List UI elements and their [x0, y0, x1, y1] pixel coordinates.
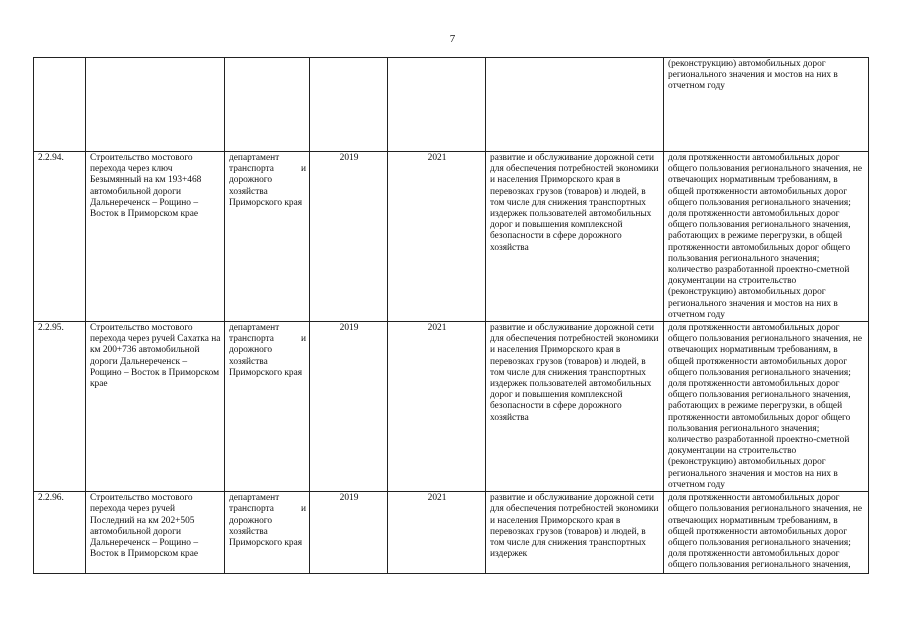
cell-goal: развитие и обслуживание дорожной сети для обеспечения потребностей экономики и населения Приморского края в перевозках грузов (товаров) и людей, в том числе для снижения транспортных издержек [486, 492, 664, 574]
cell-code: 2.2.95. [34, 322, 86, 492]
responsible-line: дорожного хозяйства Приморского края [229, 515, 303, 548]
responsible-line: департамент [229, 493, 280, 504]
cell-responsible [225, 322, 310, 492]
cell-end-year: 2021 [388, 152, 486, 322]
cell-start-year: 2019 [310, 492, 388, 574]
cell-name: Строительство мостового перехода через ручей Сахатка на км 200+736 автомобильной дороги Дальнереченск – Рощино – Восток в Приморском крае [86, 322, 225, 492]
table-row-continuation [34, 58, 869, 152]
responsible-word: транспорта [229, 334, 274, 345]
table-row [34, 322, 869, 492]
responsible-word: транспорта [229, 164, 274, 175]
responsible-line [229, 334, 306, 345]
cell-code: 2.2.94. [34, 152, 86, 322]
cell-goal: развитие и обслуживание дорожной сети для обеспечения потребностей экономики и населения Приморского края в перевозках грузов (товаров) и людей, в том числе для снижения транспортных издержек пользователей автомобильных дорог и повышения комплексной безопасности в сфере дорожного хозяйства [486, 322, 664, 492]
table-row [34, 152, 869, 322]
cell-name [86, 58, 225, 152]
cell-start-year: 2019 [310, 322, 388, 492]
cell-goal: развитие и обслуживание дорожной сети для обеспечения потребностей экономики и населения Приморского края в перевозках грузов (товаров) и людей, в том числе для снижения транспортных издержек пользователей автомобильных дорог и повышения комплексной безопасности в сфере дорожного хозяйства [486, 152, 664, 322]
responsible-line: департамент [229, 153, 280, 163]
cell-indicators: доля протяженности автомобильных дорог общего пользования регионального значения, не отвечающих нормативным требованиям, в общей протяженности автомобильных дорог общего пользования регионального значения; доля протяженности автомобильных дорог общего пользования регионального значения, [664, 492, 869, 574]
cell-name: Строительство мостового перехода через ключ Безымянный на км 193+468 автомобильной дороги Дальнереченск – Рощино – Восток в Приморском крае [86, 152, 225, 322]
responsible-line: дорожного хозяйства Приморского края [229, 345, 303, 378]
cell-goal [486, 58, 664, 152]
cell-responsible [225, 152, 310, 322]
page-number: 7 [449, 33, 456, 45]
cell-code: 2.2.96. [34, 492, 86, 574]
cell-end-year: 2021 [388, 492, 486, 574]
cell-end-year: 2021 [388, 322, 486, 492]
cell-responsible [225, 58, 310, 152]
cell-start-year: 2019 [310, 152, 388, 322]
cell-name: Строительство мостового перехода через ручей Последний на км 202+505 автомобильной дороги Дальнереченск – Рощино – Восток в Приморском крае [86, 492, 225, 574]
responsible-line: департамент [229, 323, 280, 334]
responsible-word: и [300, 164, 306, 175]
responsible-word: и [300, 334, 306, 345]
cell-end-year [388, 58, 486, 152]
responsible-line [229, 164, 306, 175]
cell-start-year [310, 58, 388, 152]
responsible-line [229, 504, 306, 515]
program-measures-table [33, 57, 869, 574]
responsible-word: транспорта [229, 504, 274, 515]
cell-indicators: доля протяженности автомобильных дорог общего пользования регионального значения, не отвечающих нормативным требованиям, в общей протяженности автомобильных дорог общего пользования регионального значения; доля протяженности автомобильных дорог общего пользования регионального значения, работающих в режиме перегрузки, в общей протяженности автомобильных дорог общего пользования регионального значения; количество разработанной проектно-сметной документации на строительство (реконструкцию) автомобильных дорог регионального значения и мостов на них в отчетном году [664, 152, 869, 322]
responsible-line: дорожного хозяйства Приморского края [229, 175, 303, 208]
cell-responsible [225, 492, 310, 574]
cell-indicators: (реконструкцию) автомобильных дорог регионального значения и мостов на них в отчетном году [664, 58, 869, 152]
cell-code [34, 58, 86, 152]
table-row [34, 492, 869, 574]
cell-indicators: доля протяженности автомобильных дорог общего пользования регионального значения, не отвечающих нормативным требованиям, в общей протяженности автомобильных дорог общего пользования регионального значения; доля протяженности автомобильных дорог общего пользования регионального значения, работающих в режиме перегрузки, в общей протяженности автомобильных дорог общего пользования регионального значения; количество разработанной проектно-сметной документации на строительство (реконструкцию) автомобильных дорог регионального значения и мостов на них в отчетном году [664, 322, 869, 492]
responsible-word: и [300, 504, 306, 515]
